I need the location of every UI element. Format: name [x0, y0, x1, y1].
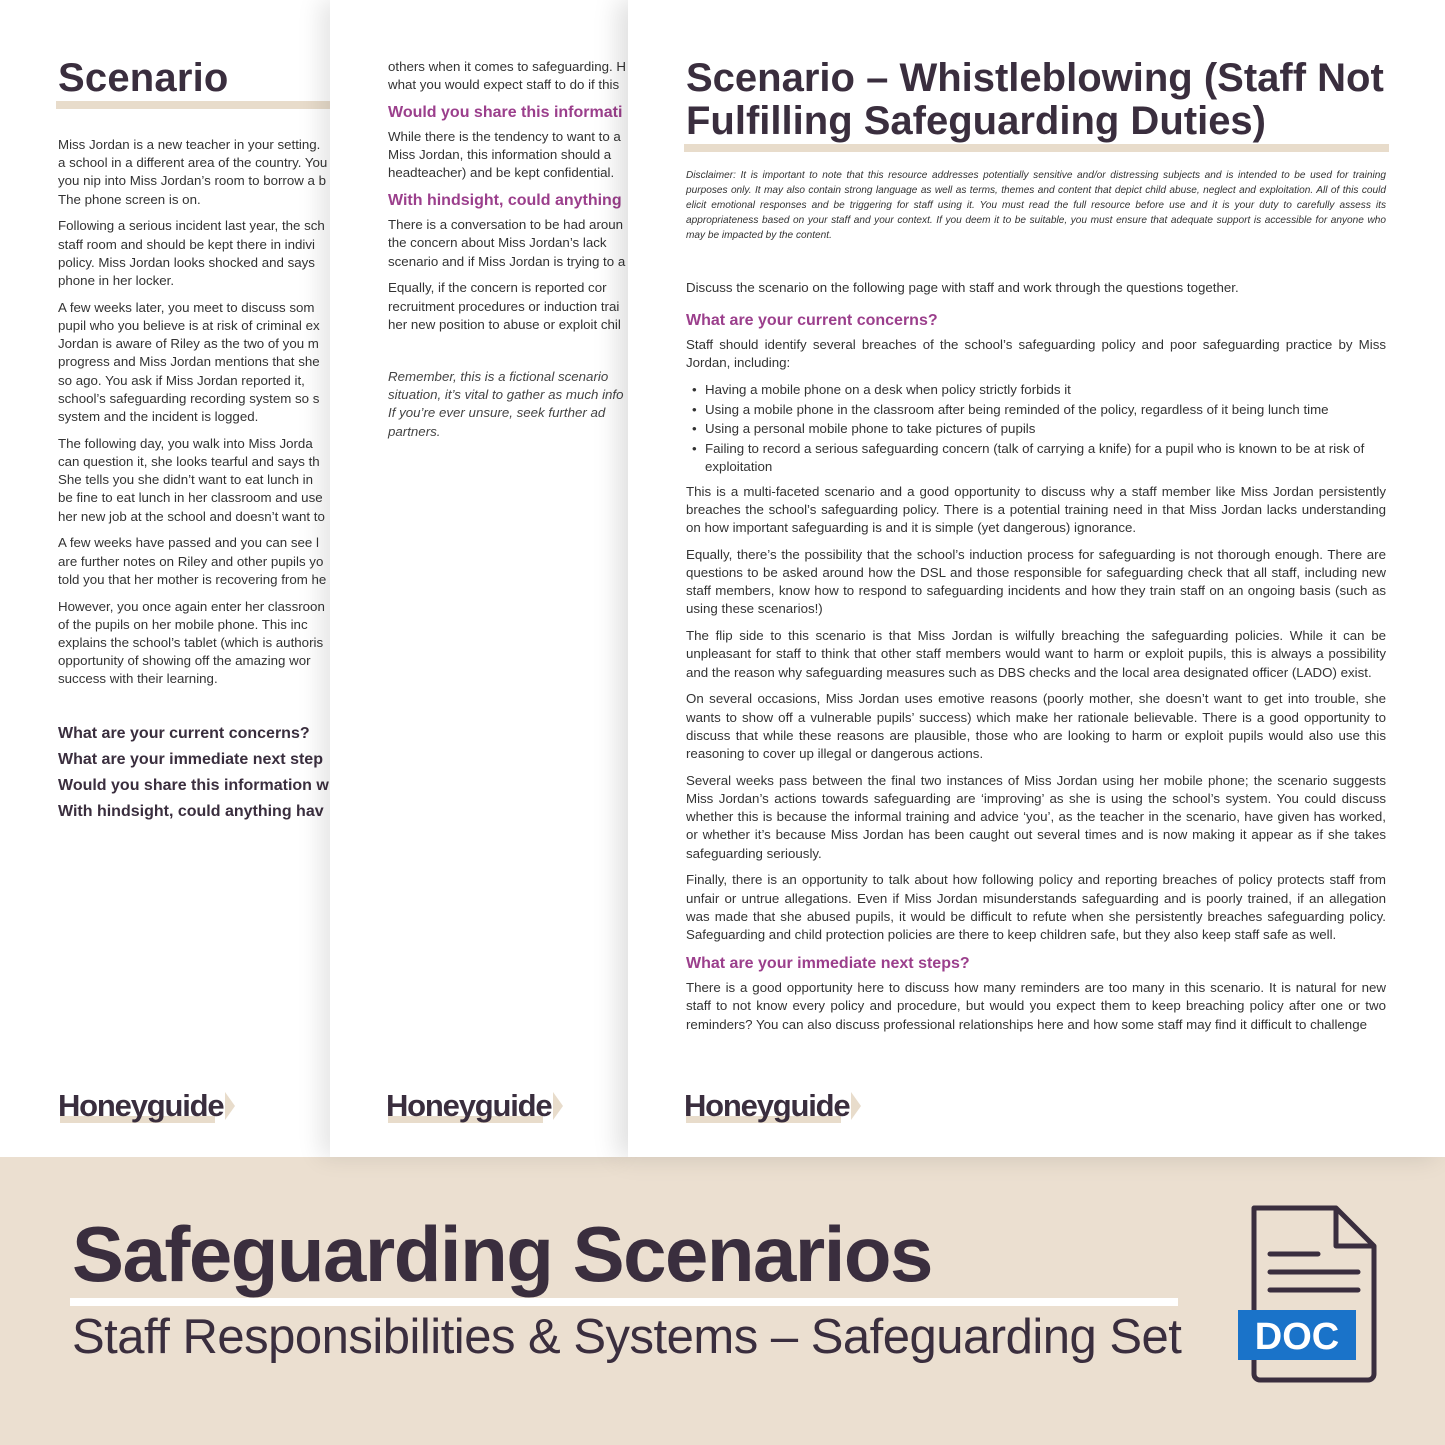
paragraph: A few weeks later, you meet to discuss som pupil who you believe is at risk of criminal ex Jordan is aware of Riley as the two of you m progress and Miss Jordan mentions that she so ago. You ask if Miss Jordan reported it, school’s safeguarding recording system so s system and the incident is logged.: [58, 299, 320, 425]
scenario-text: [58, 136, 330, 697]
paragraph: On several occasions, Miss Jordan uses emotive reasons (poorly mother, she doesn’t want to get into trouble, she wants to show off a vulnerable pupils’ success) which make her rationale believable. There is a good opportunity to discuss that while these reasons are plausible, those who are looking to harm or exploit pupils would also use this reasoning to cover up illegal or dangerous actions.: [686, 691, 1386, 761]
logo-text: Honeyguide: [386, 1088, 552, 1123]
paragraph: others when it comes to safeguarding. H what you would expect staff to do if this: [388, 59, 626, 93]
paragraph: Equally, there’s the possibility that the school’s induction process for safeguarding is not thorough enough. There are questions to be asked around how the DSL and those responsible for safeguarding check that all staff, including new staff members, know how to respond to safeguarding incidents and how they train staff on an ongoing basis (such as using these scenarios!): [686, 546, 1386, 617]
product-banner: [0, 1157, 1445, 1445]
logo-text: Honeyguide: [58, 1088, 224, 1123]
question: What are your immediate next step: [58, 751, 323, 768]
question: What are your current concerns?: [58, 725, 310, 742]
product-title: Safeguarding Scenarios: [72, 1210, 932, 1298]
paragraph: This is a multi-faceted scenario and a good opportunity to discuss why a staff member like Miss Jordan persistently breaches the school’s safeguarding policy. There is a potential training need in that Miss Jordan lacks understanding on how important safeguarding is and it is simple (yet dangerous) ignorance.: [686, 483, 1386, 535]
document-page-3: [628, 0, 1445, 1157]
logo-chevron-icon: [225, 1092, 235, 1120]
honeyguide-logo: [386, 1088, 563, 1124]
paragraph: Miss Jordan is a new teacher in your setting. a school in a different area of the country. You you nip into Miss Jordan’s room to borrow a b The phone screen is on.: [58, 137, 328, 207]
paragraph: While there is the tendency to want to a Miss Jordan, this information should a headteacher) and be kept confidential.: [388, 129, 621, 181]
paragraph: There is a conversation to be had aroun the concern about Miss Jordan’s lack scenario and if Miss Jordan is trying to a: [388, 217, 626, 269]
paragraph: A few weeks have passed and you can see l are further notes on Riley and other pupils yo told you that her mother is recovering from he: [58, 535, 327, 587]
honeyguide-logo: [684, 1088, 861, 1124]
list-item: • Using a personal mobile phone to take pictures of pupils: [692, 420, 1386, 438]
title-underline: [684, 144, 1389, 152]
paragraph: The following day, you walk into Miss Jorda can question it, she looks tearful and says th She tells you she didn’t want to eat lunch in be fine to eat lunch in her classroom and use her new job at the school and doesn’t want to: [58, 435, 325, 524]
disclaimer-label: Disclaimer:: [686, 170, 736, 181]
page-title: Scenario: [58, 56, 229, 100]
question: With hindsight, could anything hav: [58, 803, 324, 820]
paragraph: Equally, if the concern is reported cor recruitment procedures or induction trai her new position to abuse or exploit chil: [388, 280, 621, 332]
paragraph: Following a serious incident last year, the sch staff room and should be kept there in indivi policy. Miss Jordan looks shocked and says phone in her locker.: [58, 218, 325, 289]
section-heading: What are your immediate next steps?: [686, 955, 970, 973]
doc-file-icon: [1238, 1202, 1388, 1384]
paragraph: There is a good opportunity here to discuss how many reminders are too many in this scenario. It is natural for new staff to not know every policy and procedure, but would you expect them to keep breaching policy after one or two reminders? You can also discuss professional relationships here and how some staff may find it difficult to challenge: [686, 980, 1386, 1032]
honeyguide-logo: [58, 1088, 235, 1124]
reminder-note: Remember, this is a fictional scenario situation, it’s vital to gather as much info If you’re ever unsure, seek further ad partners.: [388, 369, 624, 439]
list-item: • Using a mobile phone in the classroom after being reminded of the policy, regardless of it being lunch time: [692, 401, 1386, 419]
question-list: [58, 721, 330, 825]
section-heading: With hindsight, could anything: [388, 192, 622, 210]
disclaimer-text: It is important to note that this resource addresses potentially sensitive and/or distressing subjects and is intended to be used for training purposes only. It may also contain strong language as well as terms, themes and content that depict child abuse, neglect and exploitation. All of this could elicit emotional responses and be triggering for staff using it. You must read the full resource before use and it is your duty to carefully assess its appropriateness based on your staff and your context. If you deem it to be suitable, you must ensure that adequate support is accessible for anyone who may be impacted by the content.: [686, 170, 1386, 241]
intro-text: Discuss the scenario on the following page with staff and work through the questions together.: [686, 280, 1239, 295]
logo-text: Honeyguide: [684, 1088, 850, 1123]
page-title: Scenario – Whistleblowing (Staff Not Fulfilling Safeguarding Duties): [686, 56, 1384, 143]
paragraph: Staff should identify several breaches of the school’s safeguarding policy and poor safeguarding practice by Miss Jordan, including:: [686, 337, 1386, 371]
section-heading: What are your current concerns?: [686, 312, 938, 329]
paragraph: Finally, there is an opportunity to talk about how following policy and reporting breaches of policy protects staff from unfair or untrue allegations. Even if Miss Jordan misunderstands safeguarding and is poorly trained, if an allegation was made that she abused pupils, it would be difficult to refute when she persistently breaches safeguarding policy. Safeguarding and child protection policies are there to keep children safe, but they also keep staff safe as well.: [686, 872, 1386, 942]
document-page-2: [330, 0, 630, 1157]
concern-list: [692, 381, 1386, 477]
paragraph: Several weeks pass between the final two instances of Miss Jordan using her mobile phone; the scenario suggests Miss Jordan’s actions towards safeguarding are ‘improving’ as she is using the school’s system. You could discuss whether this is because the informal training and advice ‘you’, as the teacher in the scenario, have given has worked, or whether it’s because Miss Jordan has been caught out several times and is now making it appear as if she takes safeguarding seriously.: [686, 772, 1386, 861]
facilitator-notes: [686, 311, 1386, 1042]
list-item: • Having a mobile phone on a desk when policy strictly forbids it: [692, 381, 1386, 399]
doc-badge-label: DOC: [1254, 1316, 1340, 1358]
disclaimer: [686, 168, 1386, 243]
document-page-1: [0, 0, 330, 1157]
banner-underline: [70, 1298, 1178, 1306]
question: Would you share this information w: [58, 777, 329, 794]
paragraph: The flip side to this scenario is that Miss Jordan is wilfully breaching the safeguarding policies. While it can be unpleasant for staff to think that other staff members would want to harm or exploit pupils, this is always a possibility and the reason why safeguarding measures such as DBS checks and the local area designated officer (LADO) exist.: [686, 628, 1386, 680]
answers-text: [388, 58, 630, 343]
paragraph: However, you once again enter her classroon of the pupils on her mobile phone. This inc explains the school’s tablet (which is authoris opportunity of showing off the amazing wor success with their learning.: [58, 598, 325, 687]
section-heading: Would you share this informati: [388, 104, 623, 121]
logo-chevron-icon: [553, 1092, 563, 1120]
title-underline: [56, 101, 330, 109]
list-item: • Failing to record a serious safeguarding concern (talk of carrying a knife) for a pupil who is known to be at risk of exploitation: [692, 440, 1386, 476]
logo-chevron-icon: [851, 1092, 861, 1120]
product-subtitle: Staff Responsibilities & Systems – Safeguarding Set: [72, 1310, 1182, 1364]
